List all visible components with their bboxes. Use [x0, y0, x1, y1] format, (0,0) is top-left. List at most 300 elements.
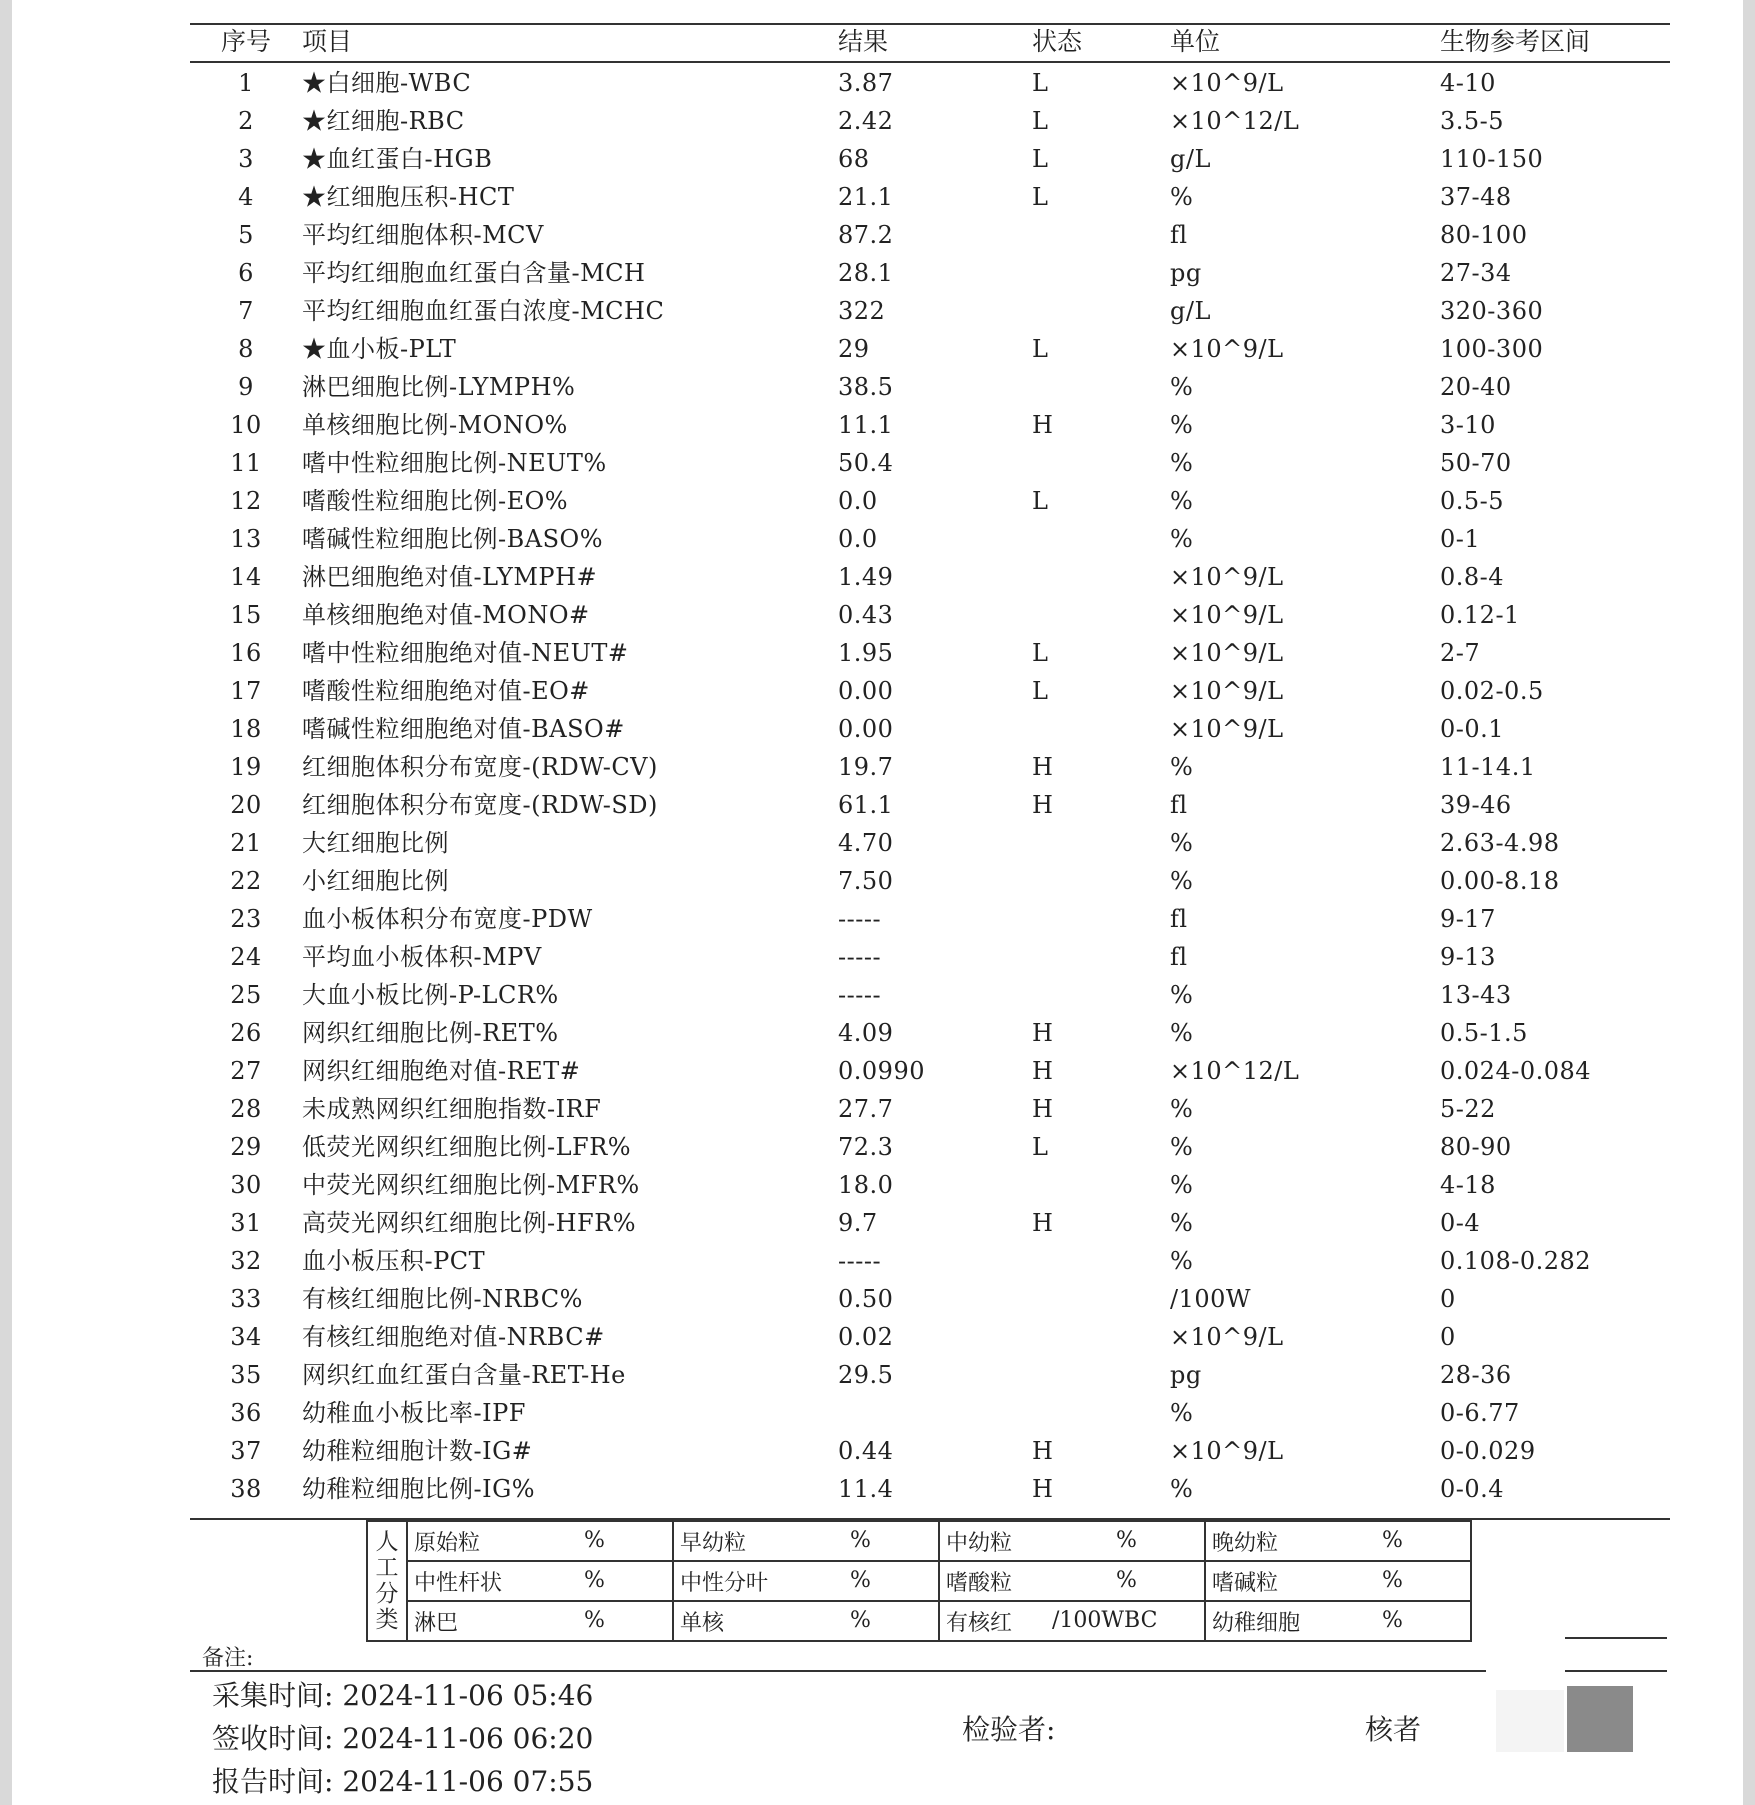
row-status: H	[1032, 1019, 1054, 1047]
row-no: 32	[230, 1247, 262, 1275]
row-unit: %	[1170, 1133, 1194, 1161]
row-status	[1032, 254, 1170, 292]
row-no: 37	[230, 1437, 262, 1465]
row-unit: ×10^9/L	[1170, 1323, 1284, 1351]
table-row	[190, 292, 1660, 330]
row-result: 18.0	[838, 1171, 894, 1199]
col-header-range: 生物参考区间	[1440, 27, 1591, 56]
table-header-row	[190, 24, 1660, 60]
manual-cell-label: 早幼粒	[680, 1530, 747, 1556]
row-item: 嗜碱性粒细胞比例-BASO%	[302, 525, 603, 553]
row-range: 0.02-0.5	[1440, 677, 1544, 705]
manual-cell	[1205, 1521, 1471, 1561]
table-row	[190, 60, 1660, 102]
row-status	[1032, 1318, 1170, 1356]
row-unit: %	[1170, 753, 1194, 781]
row-result: 11.4	[838, 1475, 894, 1503]
row-range: 320-360	[1440, 297, 1544, 325]
row-item: ★红细胞-RBC	[302, 107, 465, 135]
row-unit: fl	[1170, 791, 1188, 819]
row-no: 29	[230, 1133, 262, 1161]
row-no: 10	[230, 411, 262, 439]
row-item: 红细胞体积分布宽度-(RDW-CV)	[302, 753, 658, 781]
row-range: 3.5-5	[1440, 107, 1505, 135]
table-row	[190, 634, 1660, 672]
row-status: L	[1032, 145, 1049, 173]
row-status	[1032, 1242, 1170, 1280]
table-row	[190, 1394, 1660, 1432]
manual-cell-label: 嗜碱粒	[1212, 1570, 1279, 1596]
manual-side-char: 工	[375, 1555, 399, 1581]
row-item: 嗜酸性粒细胞绝对值-EO#	[302, 677, 590, 705]
row-unit: %	[1170, 1019, 1194, 1047]
row-unit: %	[1170, 1209, 1194, 1237]
manual-cell-unit: %	[1116, 1528, 1137, 1553]
row-status	[1032, 520, 1170, 558]
manual-cell-label: 原始粒	[414, 1530, 481, 1556]
row-range: 5-22	[1440, 1095, 1496, 1123]
manual-cell-label: 晚幼粒	[1212, 1530, 1279, 1556]
row-result: 3.87	[838, 69, 894, 97]
row-status: L	[1032, 335, 1049, 363]
row-result: 0.02	[838, 1323, 894, 1351]
row-status: L	[1032, 487, 1049, 515]
row-unit: fl	[1170, 905, 1188, 933]
row-unit: ×10^12/L	[1170, 107, 1300, 135]
row-no: 25	[230, 981, 262, 1009]
table-row	[190, 330, 1660, 368]
manual-side-char: 人	[375, 1529, 399, 1555]
manual-cell	[407, 1561, 673, 1601]
row-range: 0.5-5	[1440, 487, 1505, 515]
row-no: 14	[230, 563, 262, 591]
row-result: -----	[838, 943, 882, 971]
row-unit: %	[1170, 487, 1194, 515]
row-result: 0.0990	[838, 1057, 925, 1085]
row-range: 0-1	[1440, 525, 1481, 553]
row-range: 27-34	[1440, 259, 1512, 287]
row-item: 小红细胞比例	[302, 867, 449, 895]
row-unit: ×10^9/L	[1170, 563, 1284, 591]
table-row	[190, 1432, 1660, 1470]
row-result: 0.00	[838, 715, 894, 743]
row-result: 0.0	[838, 487, 878, 515]
col-header-item: 项目	[302, 27, 353, 56]
row-unit: %	[1170, 411, 1194, 439]
row-item: 幼稚血小板比率-IPF	[302, 1399, 526, 1427]
row-status	[1032, 292, 1170, 330]
row-item: 网织红细胞比例-RET%	[302, 1019, 559, 1047]
table-row	[190, 520, 1660, 558]
manual-cell	[939, 1561, 1205, 1601]
table-row	[190, 178, 1660, 216]
manual-cell-unit: /100WBC	[1052, 1608, 1158, 1633]
row-range: 0.024-0.084	[1440, 1057, 1592, 1085]
table-row	[190, 1128, 1660, 1166]
row-unit: fl	[1170, 943, 1188, 971]
manual-cell	[939, 1521, 1205, 1561]
row-status: H	[1032, 753, 1054, 781]
row-item: ★血红蛋白-HGB	[302, 145, 493, 173]
manual-cell	[673, 1601, 939, 1641]
row-no: 27	[230, 1057, 262, 1085]
row-unit: ×10^9/L	[1170, 715, 1284, 743]
row-no: 24	[230, 943, 262, 971]
table-row	[190, 558, 1660, 596]
table-row	[190, 1052, 1660, 1090]
row-item: 大血小板比例-P-LCR%	[302, 981, 559, 1009]
time-block	[212, 1674, 593, 1803]
row-no: 35	[230, 1361, 262, 1389]
table-row	[190, 444, 1660, 482]
row-result: 29	[838, 335, 870, 363]
manual-cell	[673, 1521, 939, 1561]
row-no: 31	[230, 1209, 262, 1237]
collect-time: 采集时间: 2024-11-06 05:46	[212, 1679, 594, 1712]
row-range: 0-4	[1440, 1209, 1481, 1237]
manual-cell	[407, 1521, 673, 1561]
row-range: 37-48	[1440, 183, 1512, 211]
manual-cell-label: 中性分叶	[680, 1570, 769, 1596]
row-unit: g/L	[1170, 145, 1211, 173]
row-status: H	[1032, 1057, 1054, 1085]
row-unit: pg	[1170, 259, 1202, 287]
row-item: 嗜碱性粒细胞绝对值-BASO#	[302, 715, 625, 743]
row-result: 2.42	[838, 107, 894, 135]
row-range: 0.8-4	[1440, 563, 1505, 591]
report-time: 报告时间: 2024-11-06 07:55	[212, 1765, 594, 1798]
row-result: 11.1	[838, 411, 894, 439]
row-result: 0.50	[838, 1285, 894, 1313]
results-table	[190, 24, 1660, 1508]
row-no: 19	[230, 753, 262, 781]
manual-row	[367, 1601, 1471, 1641]
row-range: 4-18	[1440, 1171, 1496, 1199]
row-unit: %	[1170, 1399, 1194, 1427]
table-row	[190, 102, 1660, 140]
manual-cell	[1205, 1601, 1471, 1641]
row-result: 61.1	[838, 791, 894, 819]
signature-area	[1496, 1690, 1564, 1752]
table-row	[190, 862, 1660, 900]
row-status	[1032, 216, 1170, 254]
row-range: 100-300	[1440, 335, 1544, 363]
row-result: 38.5	[838, 373, 894, 401]
row-range: 11-14.1	[1440, 753, 1536, 781]
row-unit: pg	[1170, 1361, 1202, 1389]
row-unit: ×10^9/L	[1170, 1437, 1284, 1465]
row-item: 单核细胞比例-MONO%	[302, 411, 568, 439]
row-item: 平均血小板体积-MPV	[302, 943, 542, 971]
row-result: 29.5	[838, 1361, 894, 1389]
manual-row	[367, 1521, 1471, 1561]
row-unit: g/L	[1170, 297, 1211, 325]
manual-side-char: 类	[375, 1607, 399, 1633]
manual-cell	[1205, 1561, 1471, 1601]
row-status: H	[1032, 791, 1054, 819]
row-result: 0.00	[838, 677, 894, 705]
row-item: ★白细胞-WBC	[302, 69, 472, 97]
row-status	[1032, 1166, 1170, 1204]
row-unit: ×10^9/L	[1170, 335, 1284, 363]
row-item: 血小板体积分布宽度-PDW	[302, 905, 593, 933]
row-no: 34	[230, 1323, 262, 1351]
table-row	[190, 1356, 1660, 1394]
manual-cell-label: 中幼粒	[946, 1530, 1013, 1556]
manual-side-char: 分	[375, 1581, 399, 1607]
row-status	[1032, 596, 1170, 634]
row-item: 单核细胞绝对值-MONO#	[302, 601, 590, 629]
row-item: 平均红细胞体积-MCV	[302, 221, 544, 249]
row-result: 0.43	[838, 601, 894, 629]
row-status	[1032, 900, 1170, 938]
row-range: 2-7	[1440, 639, 1481, 667]
row-item: 中荧光网织红细胞比例-MFR%	[302, 1171, 640, 1199]
row-range: 0-0.4	[1440, 1475, 1505, 1503]
row-status: L	[1032, 639, 1049, 667]
row-result: 9.7	[838, 1209, 878, 1237]
row-range: 0-0.029	[1440, 1437, 1536, 1465]
row-range: 9-13	[1440, 943, 1496, 971]
row-no: 28	[230, 1095, 262, 1123]
row-no: 23	[230, 905, 262, 933]
row-status	[1032, 1394, 1170, 1432]
manual-cell-unit: %	[584, 1568, 605, 1593]
row-range: 4-10	[1440, 69, 1496, 97]
row-unit: %	[1170, 1247, 1194, 1275]
row-status: L	[1032, 107, 1049, 135]
row-result: 28.1	[838, 259, 894, 287]
table-row	[190, 368, 1660, 406]
row-item: 大红细胞比例	[302, 829, 449, 857]
table-row	[190, 672, 1660, 710]
manual-cell-unit: %	[1382, 1608, 1403, 1633]
row-item: 嗜中性粒细胞比例-NEUT%	[302, 449, 607, 477]
row-no: 6	[238, 259, 254, 287]
manual-cell-label: 有核红	[946, 1610, 1013, 1636]
table-row	[190, 140, 1660, 178]
row-result: 4.09	[838, 1019, 894, 1047]
row-range: 0	[1440, 1285, 1456, 1313]
col-header-unit: 单位	[1170, 27, 1221, 56]
table-row	[190, 976, 1660, 1014]
row-unit: %	[1170, 1171, 1194, 1199]
row-range: 110-150	[1440, 145, 1544, 173]
manual-cell-unit: %	[584, 1608, 605, 1633]
table-row	[190, 900, 1660, 938]
row-range: 2.63-4.98	[1440, 829, 1560, 857]
row-item: ★红细胞压积-HCT	[302, 183, 515, 211]
row-result: 50.4	[838, 449, 894, 477]
remark-rule	[190, 1670, 1486, 1672]
table-row	[190, 824, 1660, 862]
manual-cell	[407, 1601, 673, 1641]
row-result: -----	[838, 905, 882, 933]
row-range: 20-40	[1440, 373, 1512, 401]
row-range: 50-70	[1440, 449, 1512, 477]
results-body	[190, 60, 1660, 1508]
col-header-status: 状态	[1032, 27, 1083, 56]
row-status	[1032, 1356, 1170, 1394]
row-range: 0-0.1	[1440, 715, 1505, 743]
row-item: 淋巴细胞比例-LYMPH%	[302, 373, 576, 401]
row-result: -----	[838, 1247, 882, 1275]
row-no: 3	[238, 145, 254, 173]
row-no: 5	[238, 221, 254, 249]
row-unit: %	[1170, 525, 1194, 553]
row-status: H	[1032, 1095, 1054, 1123]
table-row	[190, 406, 1660, 444]
row-item: 有核红细胞比例-NRBC%	[302, 1285, 583, 1313]
row-status: H	[1032, 411, 1054, 439]
row-result: 322	[838, 297, 886, 325]
row-unit: ×10^9/L	[1170, 69, 1284, 97]
row-no: 18	[230, 715, 262, 743]
row-no: 20	[230, 791, 262, 819]
row-no: 13	[230, 525, 262, 553]
manual-cell-label: 单核	[680, 1610, 725, 1636]
row-status	[1032, 862, 1170, 900]
row-no: 36	[230, 1399, 262, 1427]
header-bottom-rule	[190, 61, 1670, 63]
table-row	[190, 786, 1660, 824]
row-status: H	[1032, 1475, 1054, 1503]
row-unit: ×10^9/L	[1170, 639, 1284, 667]
table-row	[190, 1014, 1660, 1052]
row-range: 0	[1440, 1323, 1456, 1351]
row-item: 平均红细胞血红蛋白含量-MCH	[302, 259, 646, 287]
row-no: 22	[230, 867, 262, 895]
col-header-no: 序号	[220, 27, 271, 56]
table-row	[190, 596, 1660, 634]
row-unit: ×10^9/L	[1170, 601, 1284, 629]
row-range: 0.108-0.282	[1440, 1247, 1592, 1275]
table-row	[190, 1090, 1660, 1128]
row-range: 3-10	[1440, 411, 1496, 439]
row-item: 幼稚粒细胞比例-IG%	[302, 1475, 536, 1503]
row-unit: %	[1170, 981, 1194, 1009]
row-item: 低荧光网织红细胞比例-LFR%	[302, 1133, 632, 1161]
row-range: 13-43	[1440, 981, 1512, 1009]
row-unit: ×10^12/L	[1170, 1057, 1300, 1085]
row-status: L	[1032, 677, 1049, 705]
row-item: 嗜酸性粒细胞比例-EO%	[302, 487, 569, 515]
row-no: 38	[230, 1475, 262, 1503]
row-result: 27.7	[838, 1095, 894, 1123]
manual-cell-unit: %	[1116, 1568, 1137, 1593]
row-item: ★血小板-PLT	[302, 335, 457, 363]
row-item: 有核红细胞绝对值-NRBC#	[302, 1323, 605, 1351]
row-unit: fl	[1170, 221, 1188, 249]
manual-cell-unit: %	[850, 1608, 871, 1633]
row-result: 4.70	[838, 829, 894, 857]
row-status	[1032, 976, 1170, 1014]
table-row	[190, 748, 1660, 786]
row-result	[838, 1394, 1032, 1432]
row-range: 9-17	[1440, 905, 1496, 933]
row-range: 80-100	[1440, 221, 1528, 249]
row-status: L	[1032, 1133, 1049, 1161]
report-page	[12, 0, 1743, 1805]
row-no: 21	[230, 829, 262, 857]
row-result: 7.50	[838, 867, 894, 895]
row-range: 0.12-1	[1440, 601, 1520, 629]
row-result: 68	[838, 145, 870, 173]
row-item: 未成熟网织红细胞指数-IRF	[302, 1095, 602, 1123]
row-no: 9	[238, 373, 254, 401]
receive-time: 签收时间: 2024-11-06 06:20	[212, 1722, 594, 1755]
row-status: L	[1032, 69, 1049, 97]
table-row	[190, 482, 1660, 520]
row-no: 11	[230, 449, 262, 477]
manual-cell	[939, 1601, 1205, 1641]
manual-cell-label: 嗜酸粒	[946, 1570, 1013, 1596]
row-result: 1.49	[838, 563, 894, 591]
row-no: 33	[230, 1285, 262, 1313]
manual-classification-table	[366, 1520, 1472, 1642]
row-status	[1032, 444, 1170, 482]
row-result: 72.3	[838, 1133, 894, 1161]
row-unit: %	[1170, 449, 1194, 477]
row-status	[1032, 368, 1170, 406]
row-item: 幼稚粒细胞计数-IG#	[302, 1437, 533, 1465]
manual-cell-unit: %	[850, 1568, 871, 1593]
manual-side-label	[367, 1521, 407, 1641]
row-item: 淋巴细胞绝对值-LYMPH#	[302, 563, 598, 591]
row-result: 87.2	[838, 221, 894, 249]
remark-label: 备注:	[202, 1646, 254, 1671]
row-no: 30	[230, 1171, 262, 1199]
manual-row	[367, 1561, 1471, 1601]
row-item: 血小板压积-PCT	[302, 1247, 486, 1275]
redacted-stamp	[1567, 1686, 1633, 1752]
row-unit: %	[1170, 1475, 1194, 1503]
row-item: 网织红细胞绝对值-RET#	[302, 1057, 581, 1085]
table-row	[190, 1470, 1660, 1508]
row-unit: %	[1170, 373, 1194, 401]
reviewer-label: 核者	[1365, 1713, 1422, 1746]
row-unit: %	[1170, 829, 1194, 857]
row-no: 16	[230, 639, 262, 667]
row-unit: %	[1170, 867, 1194, 895]
table-row	[190, 1280, 1660, 1318]
row-status	[1032, 1280, 1170, 1318]
row-unit: %	[1170, 183, 1194, 211]
row-range: 28-36	[1440, 1361, 1512, 1389]
row-no: 4	[238, 183, 254, 211]
row-result: 1.95	[838, 639, 894, 667]
row-no: 8	[238, 335, 254, 363]
row-range: 0.5-1.5	[1440, 1019, 1528, 1047]
table-row	[190, 254, 1660, 292]
row-no: 12	[230, 487, 262, 515]
row-range: 80-90	[1440, 1133, 1512, 1161]
row-no: 17	[230, 677, 262, 705]
row-no: 2	[238, 107, 254, 135]
row-result: 0.44	[838, 1437, 894, 1465]
row-item: 红细胞体积分布宽度-(RDW-SD)	[302, 791, 658, 819]
table-row	[190, 216, 1660, 254]
row-status	[1032, 710, 1170, 748]
row-status	[1032, 824, 1170, 862]
row-no: 15	[230, 601, 262, 629]
row-unit: ×10^9/L	[1170, 677, 1284, 705]
row-range: 0-6.77	[1440, 1399, 1520, 1427]
row-status	[1032, 938, 1170, 976]
manual-cell-unit: %	[1382, 1528, 1403, 1553]
table-row	[190, 710, 1660, 748]
row-result: 0.0	[838, 525, 878, 553]
